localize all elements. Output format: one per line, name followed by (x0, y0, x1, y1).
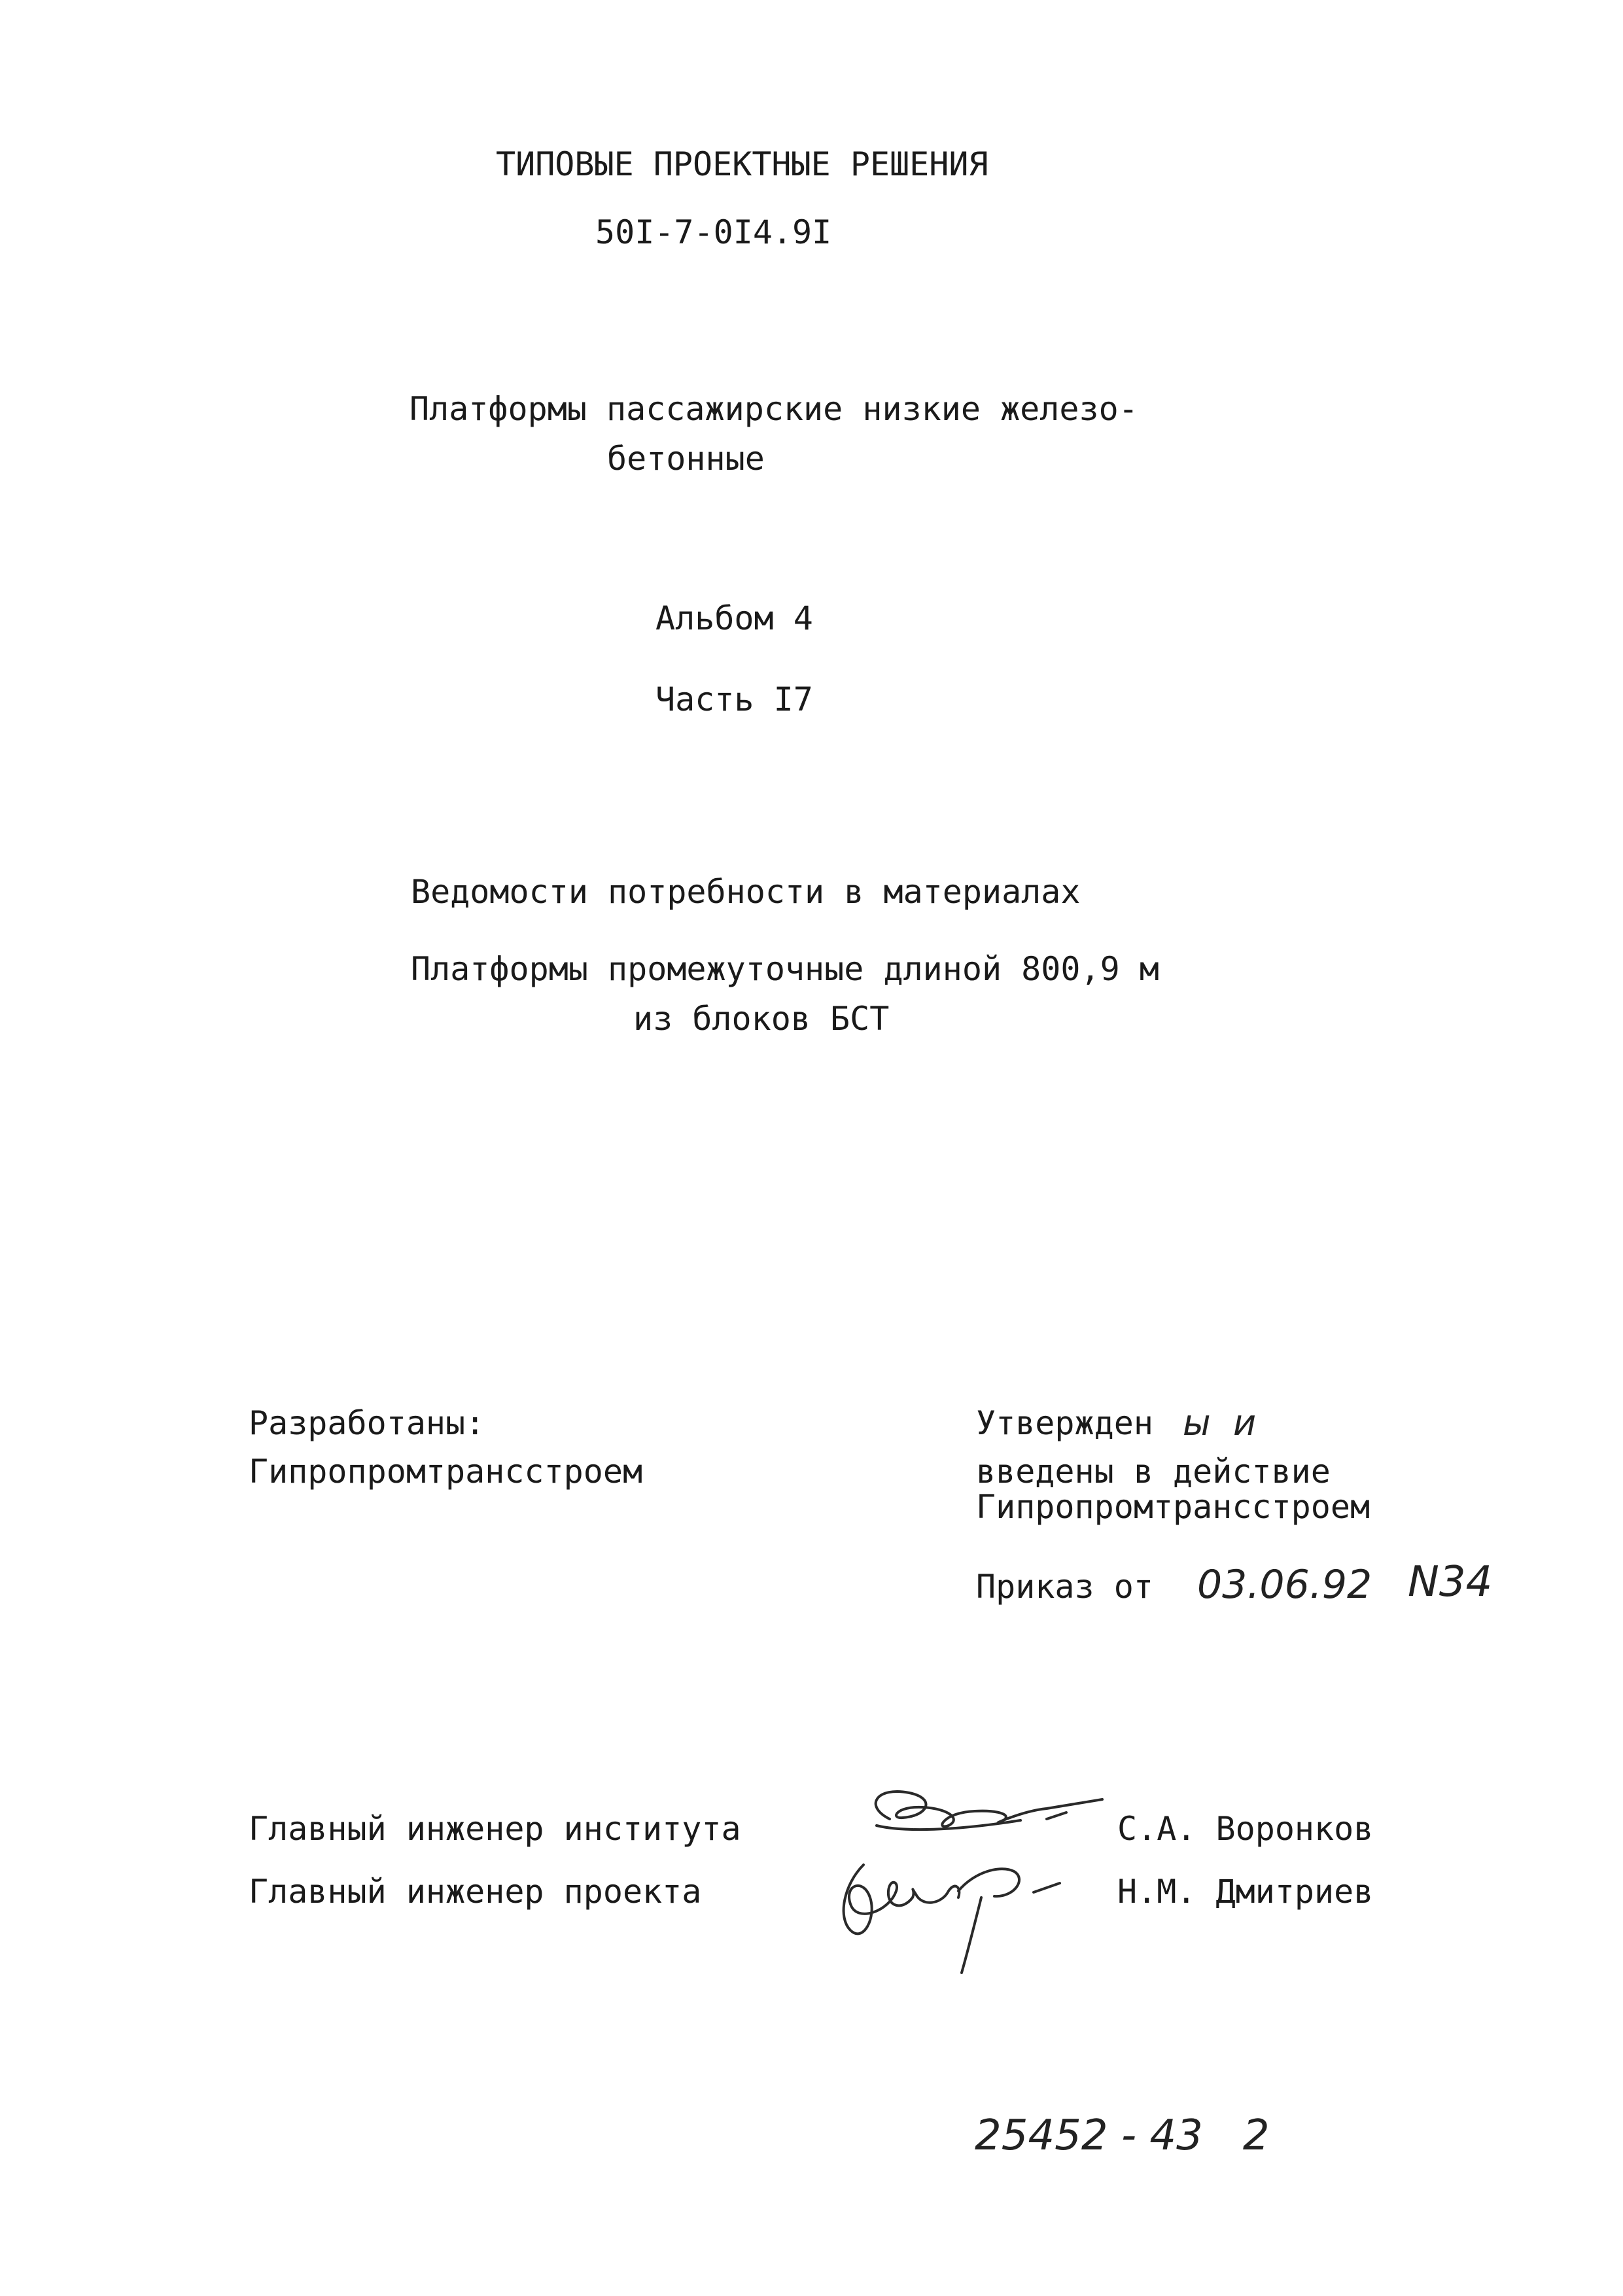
part-label: Часть I7 (655, 680, 813, 718)
order-label: Приказ от (976, 1568, 1153, 1606)
approved-line-1: Утвержден (976, 1404, 1153, 1442)
subject-line-2: Платформы промежуточные длиной 800,9 м (411, 950, 1159, 988)
inventory-number: 25452 - 43 2 (975, 2111, 1270, 2160)
order-number: N34 (1408, 1558, 1493, 1606)
document-code: 50I-7-0I4.9I (595, 213, 832, 251)
signature-role-1: Главный инженер института (249, 1810, 741, 1848)
signature-dmitriev (818, 1845, 1106, 1976)
signature-name-1: С.А. Воронков (1117, 1810, 1374, 1848)
approved-handwritten-suffix: ы и (1183, 1402, 1257, 1443)
subject-line-3: из блоков БСТ (633, 1000, 890, 1038)
title-line-1: Платформы пассажирские низкие железо- (410, 390, 1138, 428)
approved-line-2: введены в действие (976, 1453, 1331, 1491)
signature-name-2: Н.М. Дмитриев (1117, 1873, 1374, 1911)
signature-role-2: Главный инженер проекта (249, 1873, 702, 1911)
subject-line-1: Ведомости потребности в материалах (411, 873, 1081, 911)
series-title: ТИПОВЫЕ ПРОЕКТНЫЕ РЕШЕНИЯ (496, 145, 988, 183)
order-date: 03.06.92 (1197, 1562, 1372, 1608)
developed-label: Разработаны: (249, 1404, 485, 1442)
album-label: Альбом 4 (655, 599, 813, 637)
approved-line-3: Гипропромтрансстроем (976, 1488, 1370, 1526)
developed-org: Гипропромтрансстроем (249, 1453, 643, 1491)
title-line-2: бетонные (607, 440, 765, 478)
